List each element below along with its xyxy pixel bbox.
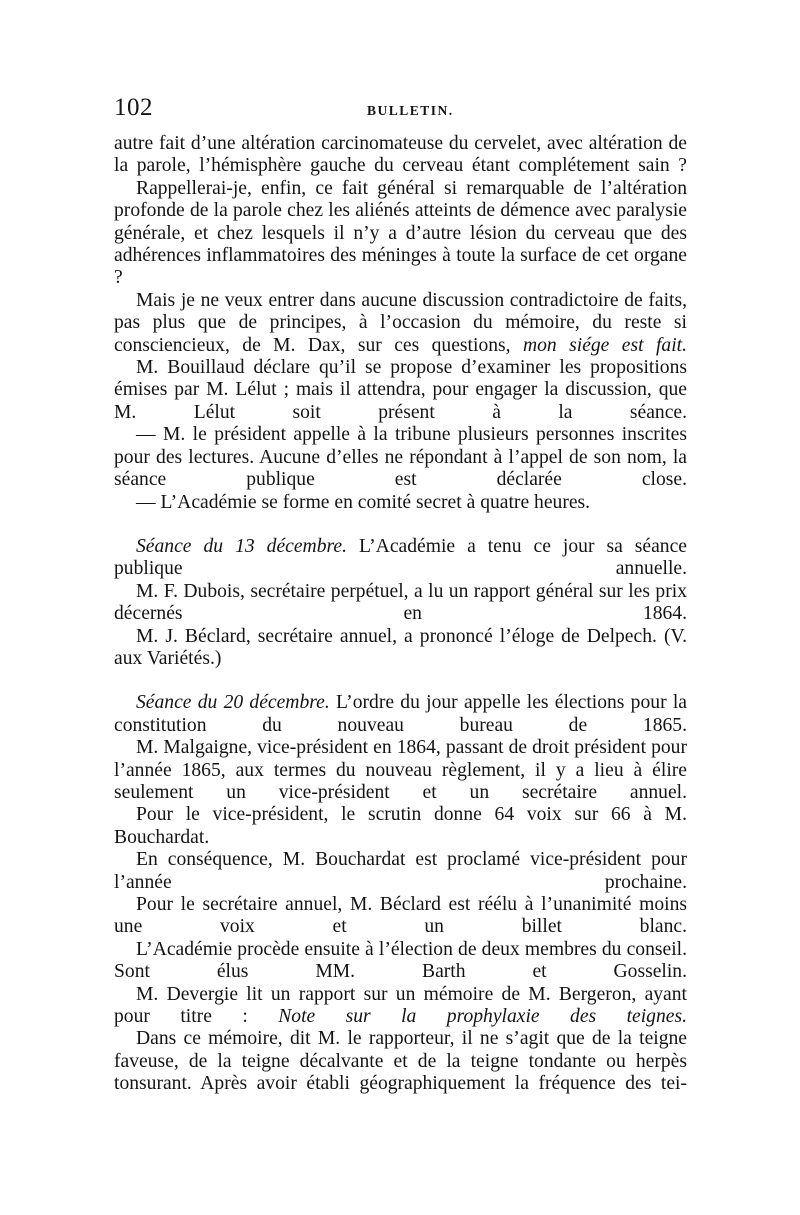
paragraph-secret-committee: — L’Académie se forme en comité secret à quatre heures. [136, 491, 591, 513]
session-date-label: Séance du 20 décembre. [136, 692, 330, 714]
paragraph-tribune: — M. le président appelle à la tribune plusieurs personnes inscrites pour des lectures. Aucune d’elles ne répondant à l’appel de son nom, la séance publique est déclarée close. [114, 424, 687, 491]
paragraph-beclard-eloge: M. J. Béclard, secrétaire annuel, a prononcé l’éloge de Delpech. (V. aux Variétés.) [114, 625, 687, 669]
italic-phrase: mon siége est fait. [522, 334, 687, 356]
paragraph-general-paralysis: Rappellerai-je, enfin, ce fait général si remarquable de l’altération profonde de la parole chez les aliénés atteints de démence avec paralysie générale, et chez lesquels il n’y a d’autre lésion du cerveau que des adhérences inflammatoires des méninges à toute la surface de cet organe ? [114, 177, 687, 289]
paragraph-seance-20-decembre: Séance du 20 décembre. L’ordre du jour appelle les élections pour la constitution du nouveau bureau de 1865. [114, 692, 687, 736]
session-date-label: Séance du 13 décembre. [136, 535, 347, 557]
paragraph-secretaire-annuel: Pour le secrétaire annuel, M. Béclard est réélu à l’unanimité moins une voix et un billet blanc. [114, 894, 687, 938]
paragraph-conseil-election: L’Académie procède ensuite à l’élection de deux membres du conseil. Sont élus MM. Barth et Gosselin. [114, 938, 687, 983]
paragraph-devergie-rapport: M. Devergie lit un rapport sur un mémoire de M. Bergeron, ayant pour titre : Note sur la prophylaxie des teignes. [114, 983, 687, 1028]
paragraph-malgaigne: M. Malgaigne, vice-président en 1864, passant de droit président pour l’année 1865, aux termes du nouveau règlement, il y a lieu à élire seulement un vice-président et un secrétaire annuel. [114, 737, 687, 803]
paragraph-bouillaud: M. Bouillaud déclare qu’il se propose d’examiner les propositions émises par M. Lélut ; mais il attendra, pour engager la discussion, que M. Lélut soit présent à la séance. [114, 357, 687, 423]
running-title: BULLETIN. [367, 103, 454, 118]
paragraph-seance-13-decembre: Séance du 13 décembre. L’Académie a tenu ce jour sa séance publique annuelle. [114, 535, 687, 580]
italic-title: Note sur la prophylaxie des teignes. [278, 1006, 687, 1028]
paragraph-vote-vice-president: Pour le vice-président, le scrutin donne 64 voix sur 66 à M. Bouchardat. [114, 804, 687, 848]
paragraph-teignes: Dans ce mémoire, dit M. le rapporteur, il ne s’agit que de la teigne faveuse, de la teigne décalvante et de la teigne tondante ou herpès tonsurant. Après avoir établi géographiquement la fréquence des tei- [114, 1028, 687, 1095]
paragraph-dubois: M. F. Dubois, secrétaire perpétuel, a lu un rapport général sur les prix décernés en 1864. [114, 580, 687, 625]
page-number: 102 [114, 94, 153, 121]
paragraph-no-discussion: Mais je ne veux entrer dans aucune discussion contradictoire de faits, pas plus que de principes, à l’occasion du mémoire, du reste si consciencieux, de M. Dax, sur ces questions, mon siége est fait. [114, 289, 687, 356]
page-header [114, 94, 688, 124]
paragraph-cerebellum-case: autre fait d’une altération carcinomateuse du cervelet, avec altération de la parole, l’hémisphère gauche du cerveau étant complétement sain ? [114, 133, 687, 177]
body-text [114, 133, 687, 1096]
paragraph-bouchardat-proclaimed: En conséquence, M. Bouchardat est proclamé vice-président pour l’année prochaine. [114, 849, 687, 893]
